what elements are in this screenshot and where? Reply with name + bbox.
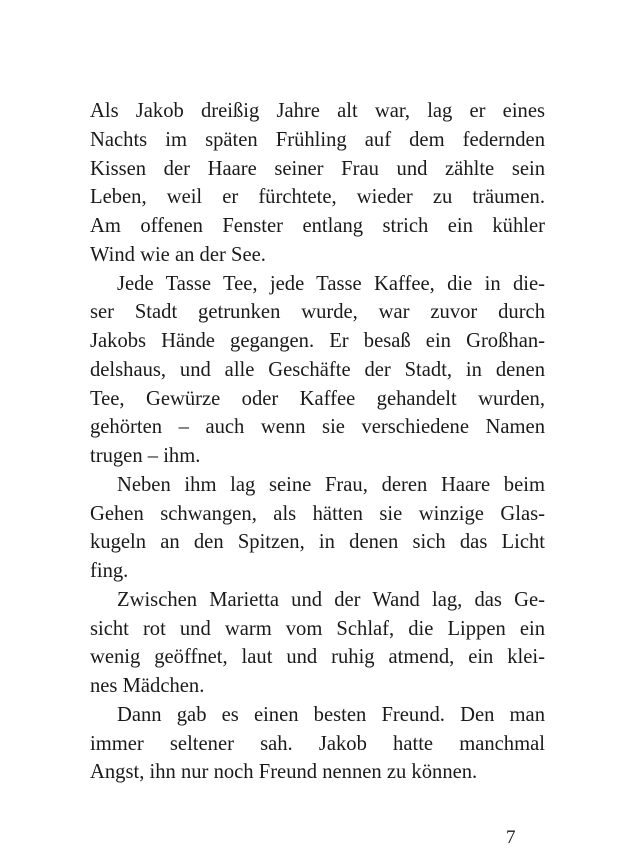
text-line: fing. <box>90 560 129 582</box>
text-line: Als Jakob dreißig Jahre alt war, lag er eines <box>90 100 545 122</box>
text-line: nes Mädchen. <box>90 675 205 697</box>
text-line: kugeln an den Spitzen, in denen sich das Licht <box>90 531 545 554</box>
text-line: gehörten – auch wenn sie verschiedene Namen <box>90 416 545 439</box>
text-line: Jakobs Hände gegangen. Er besaß ein Großhan- <box>90 330 545 352</box>
text-line: ser Stadt getrunken wurde, war zuvor durch <box>90 301 545 324</box>
paragraph-5 <box>90 701 545 787</box>
text-line: Wind wie an der See. <box>90 243 266 266</box>
paragraph-2 <box>90 270 545 471</box>
paragraph-1 <box>90 97 545 270</box>
text-line: trugen – ihm. <box>90 445 201 467</box>
text-line: Tee, Gewürze oder Kaffee gehandelt wurden, <box>90 387 545 410</box>
text-line: Am offenen Fenster entlang strich ein kühler <box>90 215 545 237</box>
page-body <box>90 97 545 787</box>
paragraph-4 <box>90 586 545 701</box>
page-number: 7 <box>506 827 516 848</box>
text-line: Kissen der Haare seiner Frau und zählte sein <box>90 157 545 180</box>
text-line: Gehen schwangen, als hätten sie winzige Glas- <box>90 502 545 525</box>
text-line: Dann gab es einen besten Freund. Den man <box>117 703 545 726</box>
text-line: Zwischen Marietta und der Wand lag, das Ge- <box>117 588 545 611</box>
text-line: sicht rot und warm vom Schlaf, die Lippen ein <box>90 617 545 640</box>
text-line: Leben, weil er fürchtete, wieder zu träumen. <box>90 186 545 209</box>
text-line: delshaus, und alle Geschäfte der Stadt, in denen <box>90 358 545 381</box>
paragraph-3 <box>90 471 545 586</box>
text-line: Neben ihm lag seine Frau, deren Haare beim <box>117 473 545 496</box>
text-line: Angst, ihn nur noch Freund nennen zu können. <box>90 761 478 784</box>
text-line: Jede Tasse Tee, jede Tasse Kaffee, die in die- <box>117 272 545 295</box>
text-line: immer seltener sah. Jakob hatte manchmal <box>90 732 545 755</box>
text-line: Nachts im späten Frühling auf dem federnden <box>90 128 545 151</box>
text-line: wenig geöffnet, laut und ruhig atmend, ein klei- <box>90 646 545 669</box>
